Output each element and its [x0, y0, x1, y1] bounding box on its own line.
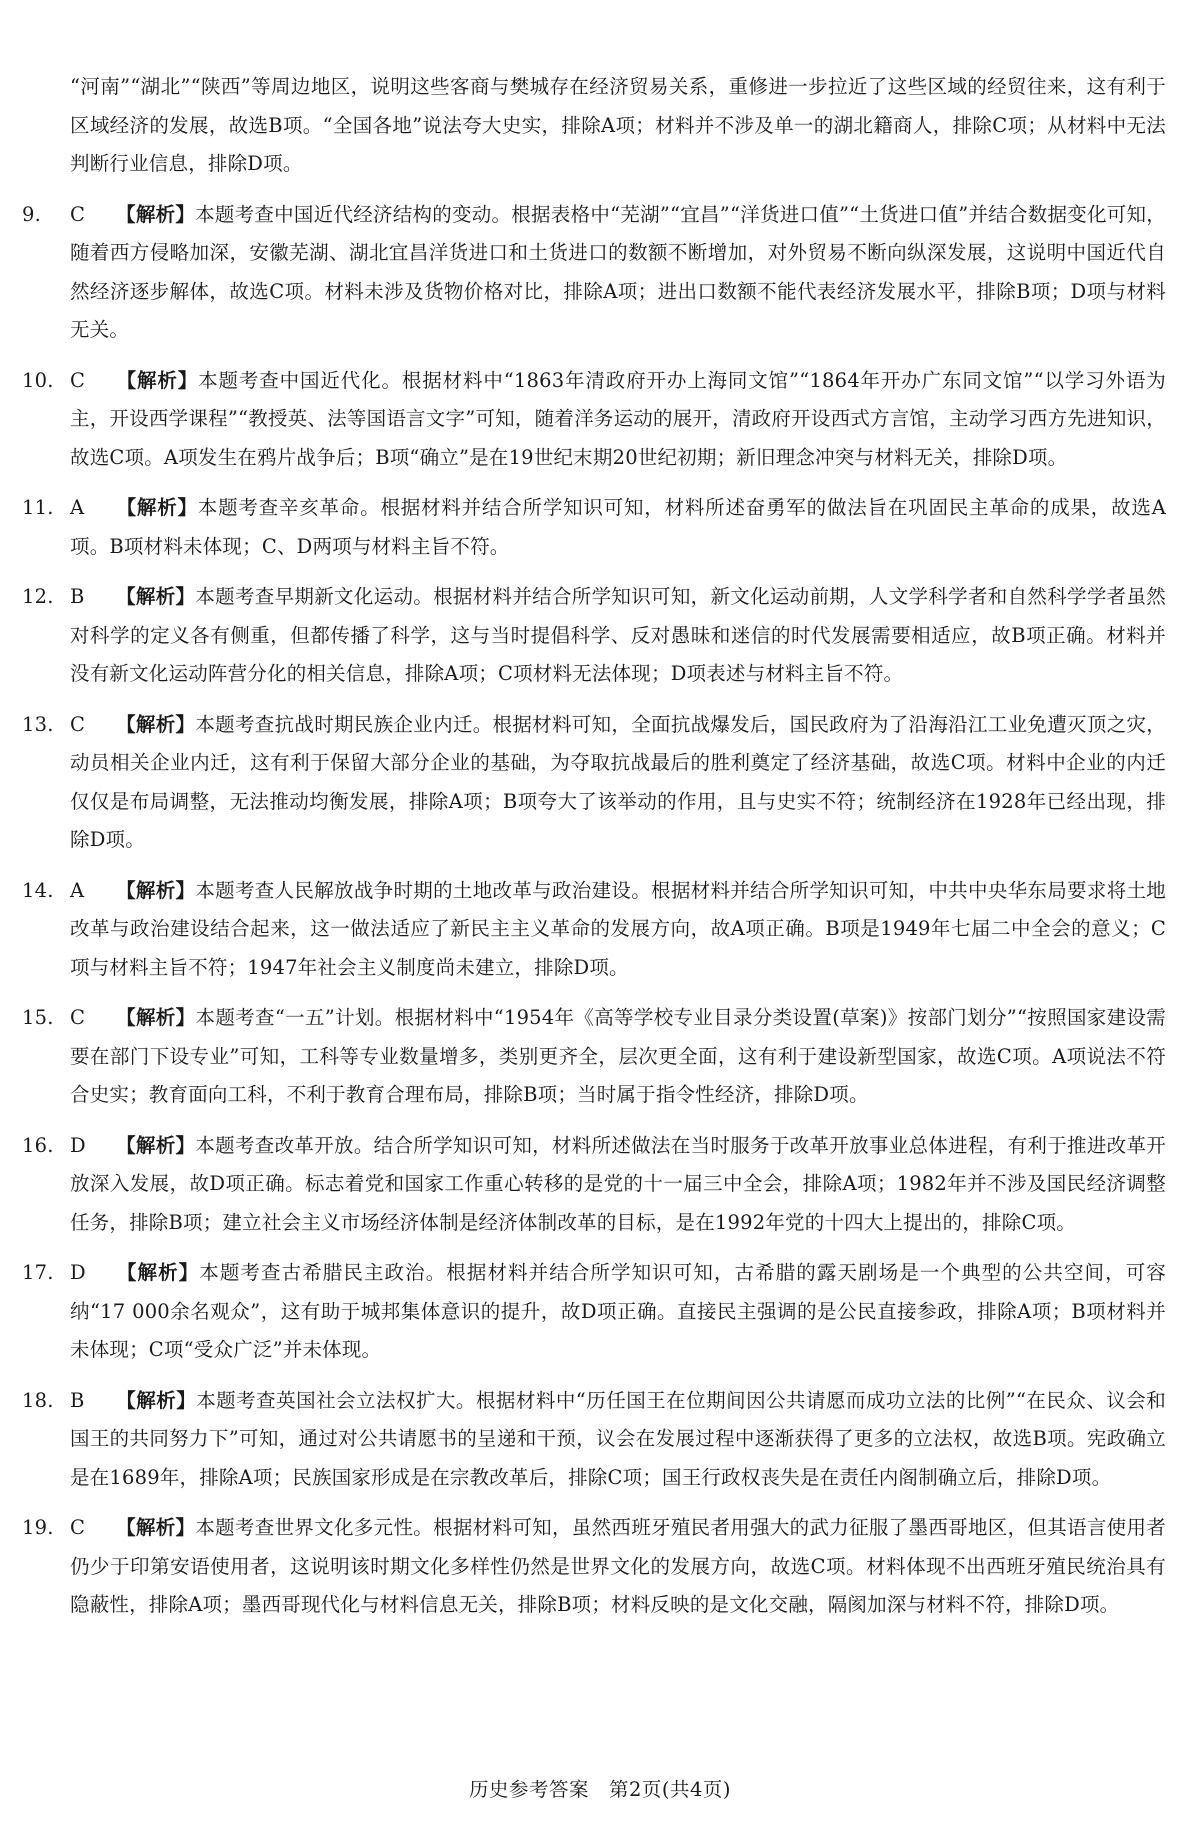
item-number: 9.	[22, 202, 42, 226]
item-number: 17.	[22, 1261, 54, 1284]
item-number: 13.	[22, 712, 54, 736]
item-explanation: 本题考查改革开放。结合所学知识可知，材料所述做法在当时服务于改革开放事业总体进程，有利于推进改革开放深入发展，故D项正确。标志着党和国家工作重心转移的是党的十一届三中全会，排除A项；1982年并不涉及国民经济调整任务，排除B项；建立社会主义市场经济体制是经济体制改革的目标，是在1992年党的十四大上提出的，排除C项。	[70, 1133, 1166, 1234]
item-explanation: 本题考查中国近代经济结构的变动。根据表格中“芜湖”“宜昌”“洋货进口值”“土货进口值”并结合数据变化可知，随着西方侵略加深，安徽芜湖、湖北宜昌洋货进口和土货进口的数额不断增加，对外贸易不断向纵深发展，这说明中国近代自然经济逐步解体，故选C项。材料未涉及货物价格对比，排除A项；进出口数额不能代表经济发展水平，排除B项；D项与材料无关。	[70, 202, 1166, 341]
item-answer: D	[70, 1133, 86, 1157]
item-explanation: 本题考查早期新文化运动。根据材料并结合所学知识可知，新文化运动前期，人文学科学者和自然科学学者虽然对科学的定义各有侧重，但都传播了科学，这与当时提倡科学、反对愚昧和迷信的时代发展需要相适应，故B项正确。材料并没有新文化运动阵营分化的相关信息，排除A项；C项材料无法体现；D项表述与材料主旨不符。	[70, 585, 1166, 685]
item-number: 16.	[22, 1133, 54, 1157]
item-number: 15.	[22, 1006, 54, 1029]
item-number: 18.	[22, 1388, 54, 1412]
item-explanation: 本题考查抗战时期民族企业内迁。根据材料可知，全面抗战爆发后，国民政府为了沿海沿江工业免遭灭顶之灾，动员相关企业内迁，这有利于保留大部分企业的基础，为夺取抗战最后的胜利奠定了经济基础，故选C项。材料中企业的内迁仅仅是布局调整，无法推动均衡发展，排除A项；B项夸大了该举动的作用，且与史实不符；统制经济在1928年已经出现，排除D项。	[70, 712, 1166, 851]
item-number: 11.	[22, 496, 54, 519]
analysis-tag: 【解析】	[116, 368, 199, 392]
analysis-tag: 【解析】	[116, 878, 196, 902]
analysis-tag: 【解析】	[116, 1261, 200, 1284]
item-answer: A	[70, 878, 85, 902]
answer-item-9	[22, 196, 1166, 350]
answer-item-13	[22, 706, 1166, 860]
analysis-tag: 【解析】	[116, 496, 198, 519]
item-answer: B	[70, 585, 85, 608]
answer-item-11	[22, 489, 1166, 566]
page-footer: 历史参考答案 第2页(共4页)	[468, 1778, 732, 1801]
analysis-tag: 【解析】	[116, 1516, 196, 1539]
item-answer: C	[70, 1006, 86, 1029]
answer-item-12	[22, 578, 1166, 694]
answer-item-17	[22, 1254, 1166, 1370]
analysis-tag: 【解析】	[116, 585, 196, 608]
answer-item-14	[22, 872, 1166, 988]
analysis-tag: 【解析】	[116, 202, 196, 226]
answer-item-18	[22, 1382, 1166, 1498]
item-number: 12.	[22, 585, 54, 608]
answer-item-19	[22, 1509, 1166, 1625]
answer-item-16	[22, 1127, 1166, 1243]
item-number: 10.	[22, 368, 54, 392]
answer-item-10	[22, 362, 1166, 478]
item-number: 19.	[22, 1516, 54, 1539]
item-answer: A	[70, 496, 85, 519]
item-explanation: 本题考查古希腊民主政治。根据材料并结合所学知识可知，古希腊的露天剧场是一个典型的公共空间，可容纳“17 000余名观众”，这有助于城邦集体意识的提升，故D项正确。直接民主强调的是公民直接参政，排除A项；B项材料并未体现；C项“受众广泛”并未体现。	[70, 1261, 1166, 1361]
item-explanation: 本题考查世界文化多元性。根据材料可知，虽然西班牙殖民者用强大的武力征服了墨西哥地区，但其语言使用者仍少于印第安语使用者，这说明该时期文化多样性仍然是世界文化的发展方向，故选C项。材料体现不出西班牙殖民统治具有隐蔽性，排除A项；墨西哥现代化与材料信息无关，排除B项；材料反映的是文化交融，隔阂加深与材料不符，排除D项。	[70, 1516, 1166, 1616]
analysis-tag: 【解析】	[116, 712, 196, 736]
item-number: 14.	[22, 878, 54, 902]
item-answer: C	[70, 712, 86, 736]
item-explanation: 本题考查“一五”计划。根据材料中“1954年《高等学校专业目录分类设置(草案)》按部门划分”“按照国家建设需要在部门下设专业”可知，工科等专业数量增多，类别更齐全，层次更全面，这有利于建设新型国家，故选C项。A项说法不符合史实；教育面向工科，不利于教育合理布局，排除B项；当时属于指令性经济，排除D项。	[70, 1006, 1166, 1106]
continued-explanation: “河南”“湖北”“陕西”等周边地区，说明这些客商与樊城存在经济贸易关系，重修进一步拉近了这些区域的经贸往来，这有利于区域经济的发展，故选B项。“全国各地”说法夸大史实，排除A项；材料并不涉及单一的湖北籍商人，排除C项；从材料中无法判断行业信息，排除D项。	[70, 75, 1166, 175]
item-answer: D	[70, 1261, 86, 1284]
item-explanation: 本题考查中国近代化。根据材料中“1863年清政府开办上海同文馆”“1864年开办广东同文馆”“以学习外语为主，开设西学课程”“教授英、法等国语言文字”可知，随着洋务运动的展开，清政府开设西式方言馆，主动学习西方先进知识，故选C项。A项发生在鸦片战争后；B项“确立”是在19世纪末期20世纪初期；新旧理念冲突与材料无关，排除D项。	[70, 368, 1166, 469]
analysis-tag: 【解析】	[116, 1388, 197, 1412]
analysis-tag: 【解析】	[116, 1133, 196, 1157]
item-answer: C	[70, 1516, 86, 1539]
item-explanation: 本题考查辛亥革命。根据材料并结合所学知识可知，材料所述奋勇军的做法旨在巩固民主革命的成果，故选A项。B项材料未体现；C、D两项与材料主旨不符。	[70, 496, 1166, 558]
item-answer: C	[70, 368, 86, 392]
item-answer: C	[70, 202, 86, 226]
item-explanation: 本题考查人民解放战争时期的土地改革与政治建设。根据材料并结合所学知识可知，中共中央华东局要求将土地改革与政治建设结合起来，这一做法适应了新民主主义革命的发展方向，故A项正确。B项是1949年七届二中全会的意义；C项与材料主旨不符；1947年社会主义制度尚未建立，排除D项。	[70, 878, 1166, 979]
answer-item-15	[22, 999, 1166, 1115]
analysis-tag: 【解析】	[116, 1006, 196, 1029]
item-answer: B	[70, 1388, 85, 1412]
item-explanation: 本题考查英国社会立法权扩大。根据材料中“历任国王在位期间因公共请愿而成功立法的比例”“在民众、议会和国王的共同努力下”可知，通过对公共请愿书的呈递和干预，议会在发展过程中逐渐获得了更多的立法权，故选B项。宪政确立是在1689年，排除A项；民族国家形成是在宗教改革后，排除C项；国王行政权丧失是在责任内阁制确立后，排除D项。	[70, 1388, 1166, 1489]
